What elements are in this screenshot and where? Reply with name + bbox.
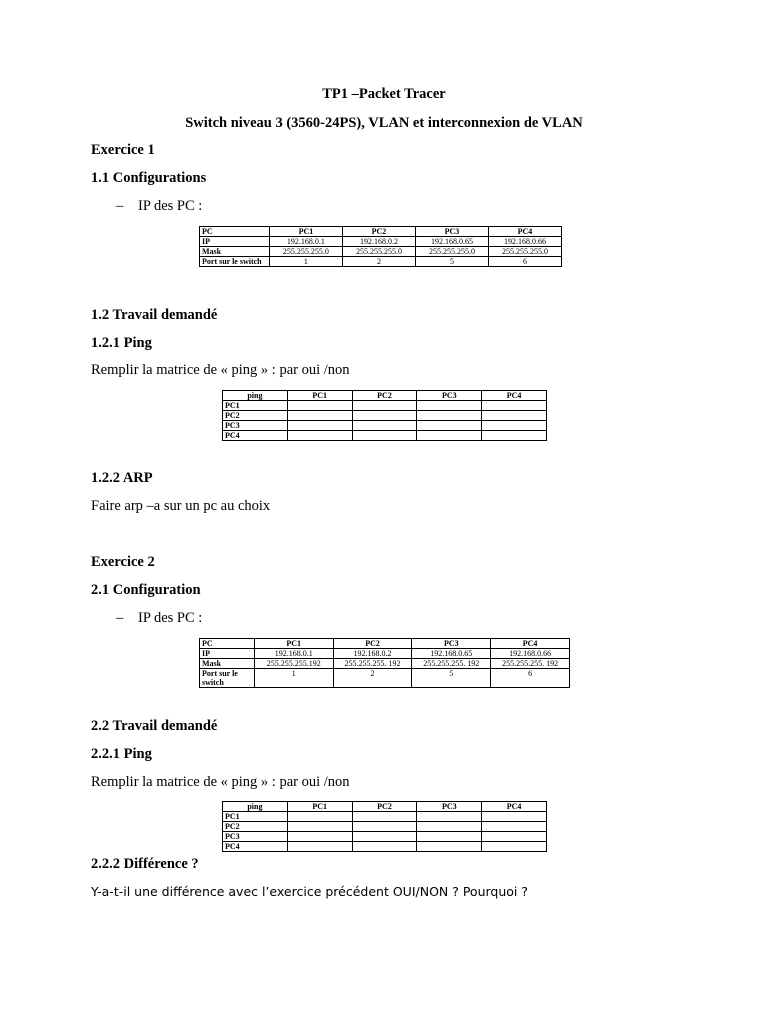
row-label: Port sur le switch: [200, 669, 255, 688]
answer-cell: [482, 411, 547, 421]
answer-cell: [482, 401, 547, 411]
answer-cell: [287, 421, 352, 431]
answer-cell: [287, 812, 352, 822]
table-cell: 255.255.255.192: [254, 659, 333, 669]
header-cell: PC2: [342, 227, 415, 237]
document-title: TP1 –Packet Tracer: [322, 86, 446, 102]
bullet-ip-pc-2: [116, 610, 202, 627]
table-row: [223, 822, 547, 832]
row-label: PC3: [223, 421, 288, 431]
table-cell: 192.168.0.2: [342, 237, 415, 247]
table-row: [200, 257, 562, 267]
answer-cell: [417, 411, 482, 421]
header-cell: PC2: [352, 802, 417, 812]
table-cell: 255.255.255.0: [488, 247, 561, 257]
header-cell: ping: [223, 391, 288, 401]
section-1-1-heading: 1.1 Configurations: [91, 170, 207, 186]
section-1-2-2-heading: 1.2.2 ARP: [91, 470, 153, 486]
answer-cell: [417, 832, 482, 842]
answer-cell: [417, 421, 482, 431]
answer-cell: [417, 842, 482, 852]
table-cell: 192.168.0.1: [254, 649, 333, 659]
table-row: [223, 401, 547, 411]
ping-instruction-2: Remplir la matrice de « ping » : par oui /non: [91, 774, 350, 790]
arp-instruction: Faire arp –a sur un pc au choix: [91, 498, 271, 514]
answer-cell: [352, 812, 417, 822]
table-cell: 192.168.0.2: [333, 649, 412, 659]
ping-matrix-ex2: [222, 801, 547, 852]
ping-matrix-ex1: [222, 390, 547, 441]
answer-cell: [482, 822, 547, 832]
header-cell: PC1: [254, 639, 333, 649]
bullet-text: IP des PC :: [138, 610, 203, 626]
table-header-row: [223, 391, 547, 401]
answer-cell: [287, 401, 352, 411]
bullet-text: IP des PC :: [138, 198, 203, 214]
table-cell: 2: [342, 257, 415, 267]
ip-table-ex2: [199, 638, 570, 688]
answer-cell: [417, 822, 482, 832]
answer-cell: [352, 832, 417, 842]
ping-instruction-1: Remplir la matrice de « ping » : par oui /non: [91, 362, 350, 378]
header-cell: PC3: [417, 391, 482, 401]
table-header-row: [223, 802, 547, 812]
answer-cell: [287, 411, 352, 421]
row-label: PC1: [223, 812, 288, 822]
answer-cell: [287, 832, 352, 842]
header-cell: PC1: [287, 802, 352, 812]
header-cell: PC4: [482, 802, 547, 812]
table-cell: 5: [415, 257, 488, 267]
row-label: Mask: [200, 659, 255, 669]
answer-cell: [352, 431, 417, 441]
header-cell: PC4: [491, 639, 570, 649]
difference-question: Y-a-t-il une différence avec l’exercice précédent OUI/NON ? Pourquoi ?: [91, 884, 529, 899]
table-cell: 255.255.255. 192: [491, 659, 570, 669]
section-2-1-heading: 2.1 Configuration: [91, 582, 201, 598]
header-cell: PC3: [415, 227, 488, 237]
header-cell: PC4: [488, 227, 561, 237]
table-cell: 192.168.0.65: [412, 649, 491, 659]
row-label: PC3: [223, 832, 288, 842]
document-subtitle: Switch niveau 3 (3560-24PS), VLAN et interconnexion de VLAN: [185, 115, 583, 131]
header-cell: PC1: [287, 391, 352, 401]
header-cell: PC2: [352, 391, 417, 401]
bullet-dash: –: [116, 198, 124, 214]
bullet-dash: –: [116, 610, 124, 626]
table-cell: 255.255.255. 192: [412, 659, 491, 669]
answer-cell: [482, 431, 547, 441]
row-label: PC4: [223, 431, 288, 441]
section-2-2-1-heading: 2.2.1 Ping: [91, 746, 152, 762]
table-row: [200, 659, 570, 669]
table-cell: 6: [488, 257, 561, 267]
table-row: [200, 649, 570, 659]
row-label: Port sur le switch: [200, 257, 270, 267]
row-label: IP: [200, 649, 255, 659]
table-row: [223, 842, 547, 852]
answer-cell: [482, 812, 547, 822]
row-label: IP: [200, 237, 270, 247]
table-row: [223, 812, 547, 822]
table-row: [223, 431, 547, 441]
table-header-row: [200, 227, 562, 237]
table-cell: 255.255.255.0: [269, 247, 342, 257]
table-row: [223, 411, 547, 421]
section-1-2-heading: 1.2 Travail demandé: [91, 307, 218, 323]
section-1-2-1-heading: 1.2.1 Ping: [91, 335, 152, 351]
table-cell: 192.168.0.65: [415, 237, 488, 247]
ip-table-ex1: [199, 226, 562, 267]
header-cell: PC3: [417, 802, 482, 812]
table-cell: 192.168.0.66: [488, 237, 561, 247]
answer-cell: [417, 812, 482, 822]
header-cell: PC4: [482, 391, 547, 401]
table-cell: 192.168.0.66: [491, 649, 570, 659]
header-cell: PC3: [412, 639, 491, 649]
table-cell: 2: [333, 669, 412, 688]
table-row: [223, 832, 547, 842]
exercise-2-heading: Exercice 2: [91, 554, 155, 570]
section-2-2-heading: 2.2 Travail demandé: [91, 718, 218, 734]
bullet-ip-pc-1: [116, 198, 202, 215]
answer-cell: [482, 421, 547, 431]
row-label: Mask: [200, 247, 270, 257]
table-row: [223, 421, 547, 431]
table-cell: 6: [491, 669, 570, 688]
answer-cell: [352, 822, 417, 832]
answer-cell: [287, 822, 352, 832]
answer-cell: [417, 401, 482, 411]
table-row: [200, 669, 570, 688]
row-label: PC2: [223, 822, 288, 832]
answer-cell: [352, 401, 417, 411]
header-cell: PC: [200, 227, 270, 237]
answer-cell: [352, 842, 417, 852]
answer-cell: [352, 421, 417, 431]
header-cell: ping: [223, 802, 288, 812]
header-cell: PC: [200, 639, 255, 649]
row-label: PC4: [223, 842, 288, 852]
answer-cell: [287, 431, 352, 441]
section-2-2-2-heading: 2.2.2 Différence ?: [91, 856, 199, 872]
table-cell: 255.255.255.0: [342, 247, 415, 257]
table-cell: 255.255.255.0: [415, 247, 488, 257]
table-cell: 255.255.255. 192: [333, 659, 412, 669]
header-cell: PC1: [269, 227, 342, 237]
table-cell: 1: [254, 669, 333, 688]
table-cell: 5: [412, 669, 491, 688]
answer-cell: [287, 842, 352, 852]
header-cell: PC2: [333, 639, 412, 649]
answer-cell: [482, 832, 547, 842]
exercise-1-heading: Exercice 1: [91, 142, 155, 158]
row-label: PC2: [223, 411, 288, 421]
table-header-row: [200, 639, 570, 649]
table-cell: 1: [269, 257, 342, 267]
answer-cell: [417, 431, 482, 441]
table-row: [200, 237, 562, 247]
answer-cell: [352, 411, 417, 421]
answer-cell: [482, 842, 547, 852]
row-label: PC1: [223, 401, 288, 411]
table-row: [200, 247, 562, 257]
table-cell: 192.168.0.1: [269, 237, 342, 247]
